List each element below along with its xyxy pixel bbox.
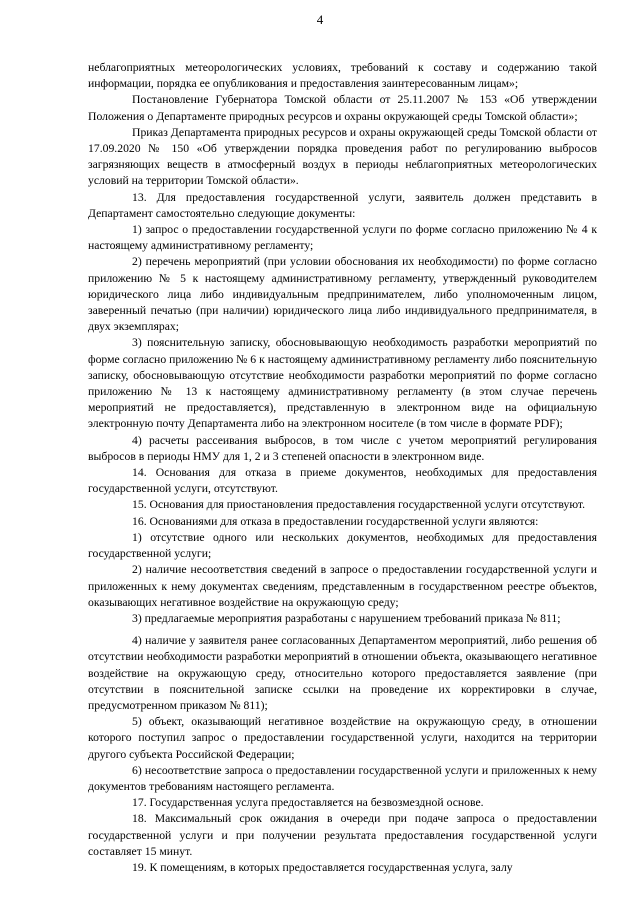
paragraph-6: 2) перечень мероприятий (при условии обоснования их необходимости) по форме согласно приложению № 5 к настоящему административному регламенту, утвержденный руководителем юридического лица либо индивидуальным предпринимателем, либо уполномоченным лицом, заверенный печатью (при наличии) юридического лица либо индивидуального предпринимателя, в двух экземплярах;: [88, 255, 597, 334]
paragraph-20: 19. К помещениям, в которых предоставляется государственная услуга, залу: [132, 860, 513, 874]
paragraph-12: 1) отсутствие одного или нескольких документов, необходимых для предоставления государственной услуги;: [88, 530, 597, 561]
paragraph-14: 3) предлагаемые мероприятия разработаны с нарушением требований приказа № 811;: [132, 611, 561, 625]
paragraph-7: 3) пояснительную записку, обосновывающую необходимость разработки мероприятий по форме согласно приложению № 6 к настоящему административному регламенту либо пояснительную записку, обосновывающую отсутствие необходимости разработки мероприятий по форме согласно приложению № 13 к настоящему административному регламенту (в этом случае перечень мероприятий не предоставляется), представленную в электронном виде на официальную электронную почту Департамента либо на электронном носителе (в том числе в формате PDF);: [88, 336, 597, 431]
paragraph-18: 17. Государственная услуга предоставляется на безвозмездной основе.: [132, 796, 484, 810]
paragraph-2: Постановление Губернатора Томской области от 25.11.2007 № 153 «Об утверждении Положения о Департаменте природных ресурсов и охраны окружающей среды Томской области»;: [88, 93, 597, 123]
paragraph-11: 16. Основаниями для отказа в предоставлении государственной услуги являются:: [132, 514, 539, 528]
document-body: [88, 60, 597, 876]
paragraph-16: 5) объект, оказывающий негативное воздействие на окружающую среду, в отношении которого поступил запрос о предоставлении государственной услуги, находится на территории другого субъекта Российской Федерации;: [88, 715, 597, 761]
paragraph-17: 6) несоответствие запроса о предоставлении государственной услуги и приложенных к нему документов требованиям настоящего регламента.: [88, 763, 597, 793]
paragraph-4: 13. Для предоставления государственной услуги, заявитель должен представить в Департамент самостоятельно следующие документы:: [88, 190, 597, 220]
paragraph-1: неблагоприятных метеорологических условиях, требований к составу и содержанию такой информации, порядка ее опубликования и предоставления заинтересованным лицам»;: [88, 61, 597, 91]
paragraph-10: 15. Основания для приостановления предоставления государственной услуги отсутствуют.: [132, 498, 586, 512]
paragraph-15: 4) наличие у заявителя ранее согласованных Департаментом мероприятий, либо решения об отсутствии необходимости разработки мероприятий в отношении объекта, оказывающего негативное воздействие на окружающую среду, относительно которого предоставляется заявление (при отсутствии в пояснительной записке ссылки на проведение их корректировки в случае, предусмотренном приказом № 811);: [88, 634, 597, 712]
paragraph-13: 2) наличие несоответствия сведений в запросе о предоставлении государственной услуги и приложенных к нему документах сведениям, представленным в государственном реестре объектов, оказывающих негативное воздействие на окружающую среду;: [88, 563, 597, 609]
paragraph-19: 18. Максимальный срок ожидания в очереди при подаче запроса о предоставлении государственной услуги и при получении результата предоставления государственной услуги составляет 15 минут.: [88, 812, 597, 858]
paragraph-5: 1) запрос о предоставлении государственной услуги по форме согласно приложению № 4 к настоящему административному регламенту;: [88, 223, 597, 253]
paragraph-9: 14. Основания для отказа в приеме документов, необходимых для предоставления государственной услуги, отсутствуют.: [88, 466, 597, 496]
page-number: 4: [316, 12, 324, 27]
paragraph-3: Приказ Департамента природных ресурсов и охраны окружающей среды Томской области от 17.09.2020 № 150 «Об утверждении порядка проведения работ по регулированию выбросов загрязняющих веществ в атмосферный воздух в периоды неблагоприятных метеорологических условий на территории Томской области».: [88, 125, 597, 188]
paragraph-8: 4) расчеты рассеивания выбросов, в том числе с учетом мероприятий регулирования выбросов в периоды НМУ для 1, 2 и 3 степеней опасности в электронном виде.: [88, 433, 597, 463]
